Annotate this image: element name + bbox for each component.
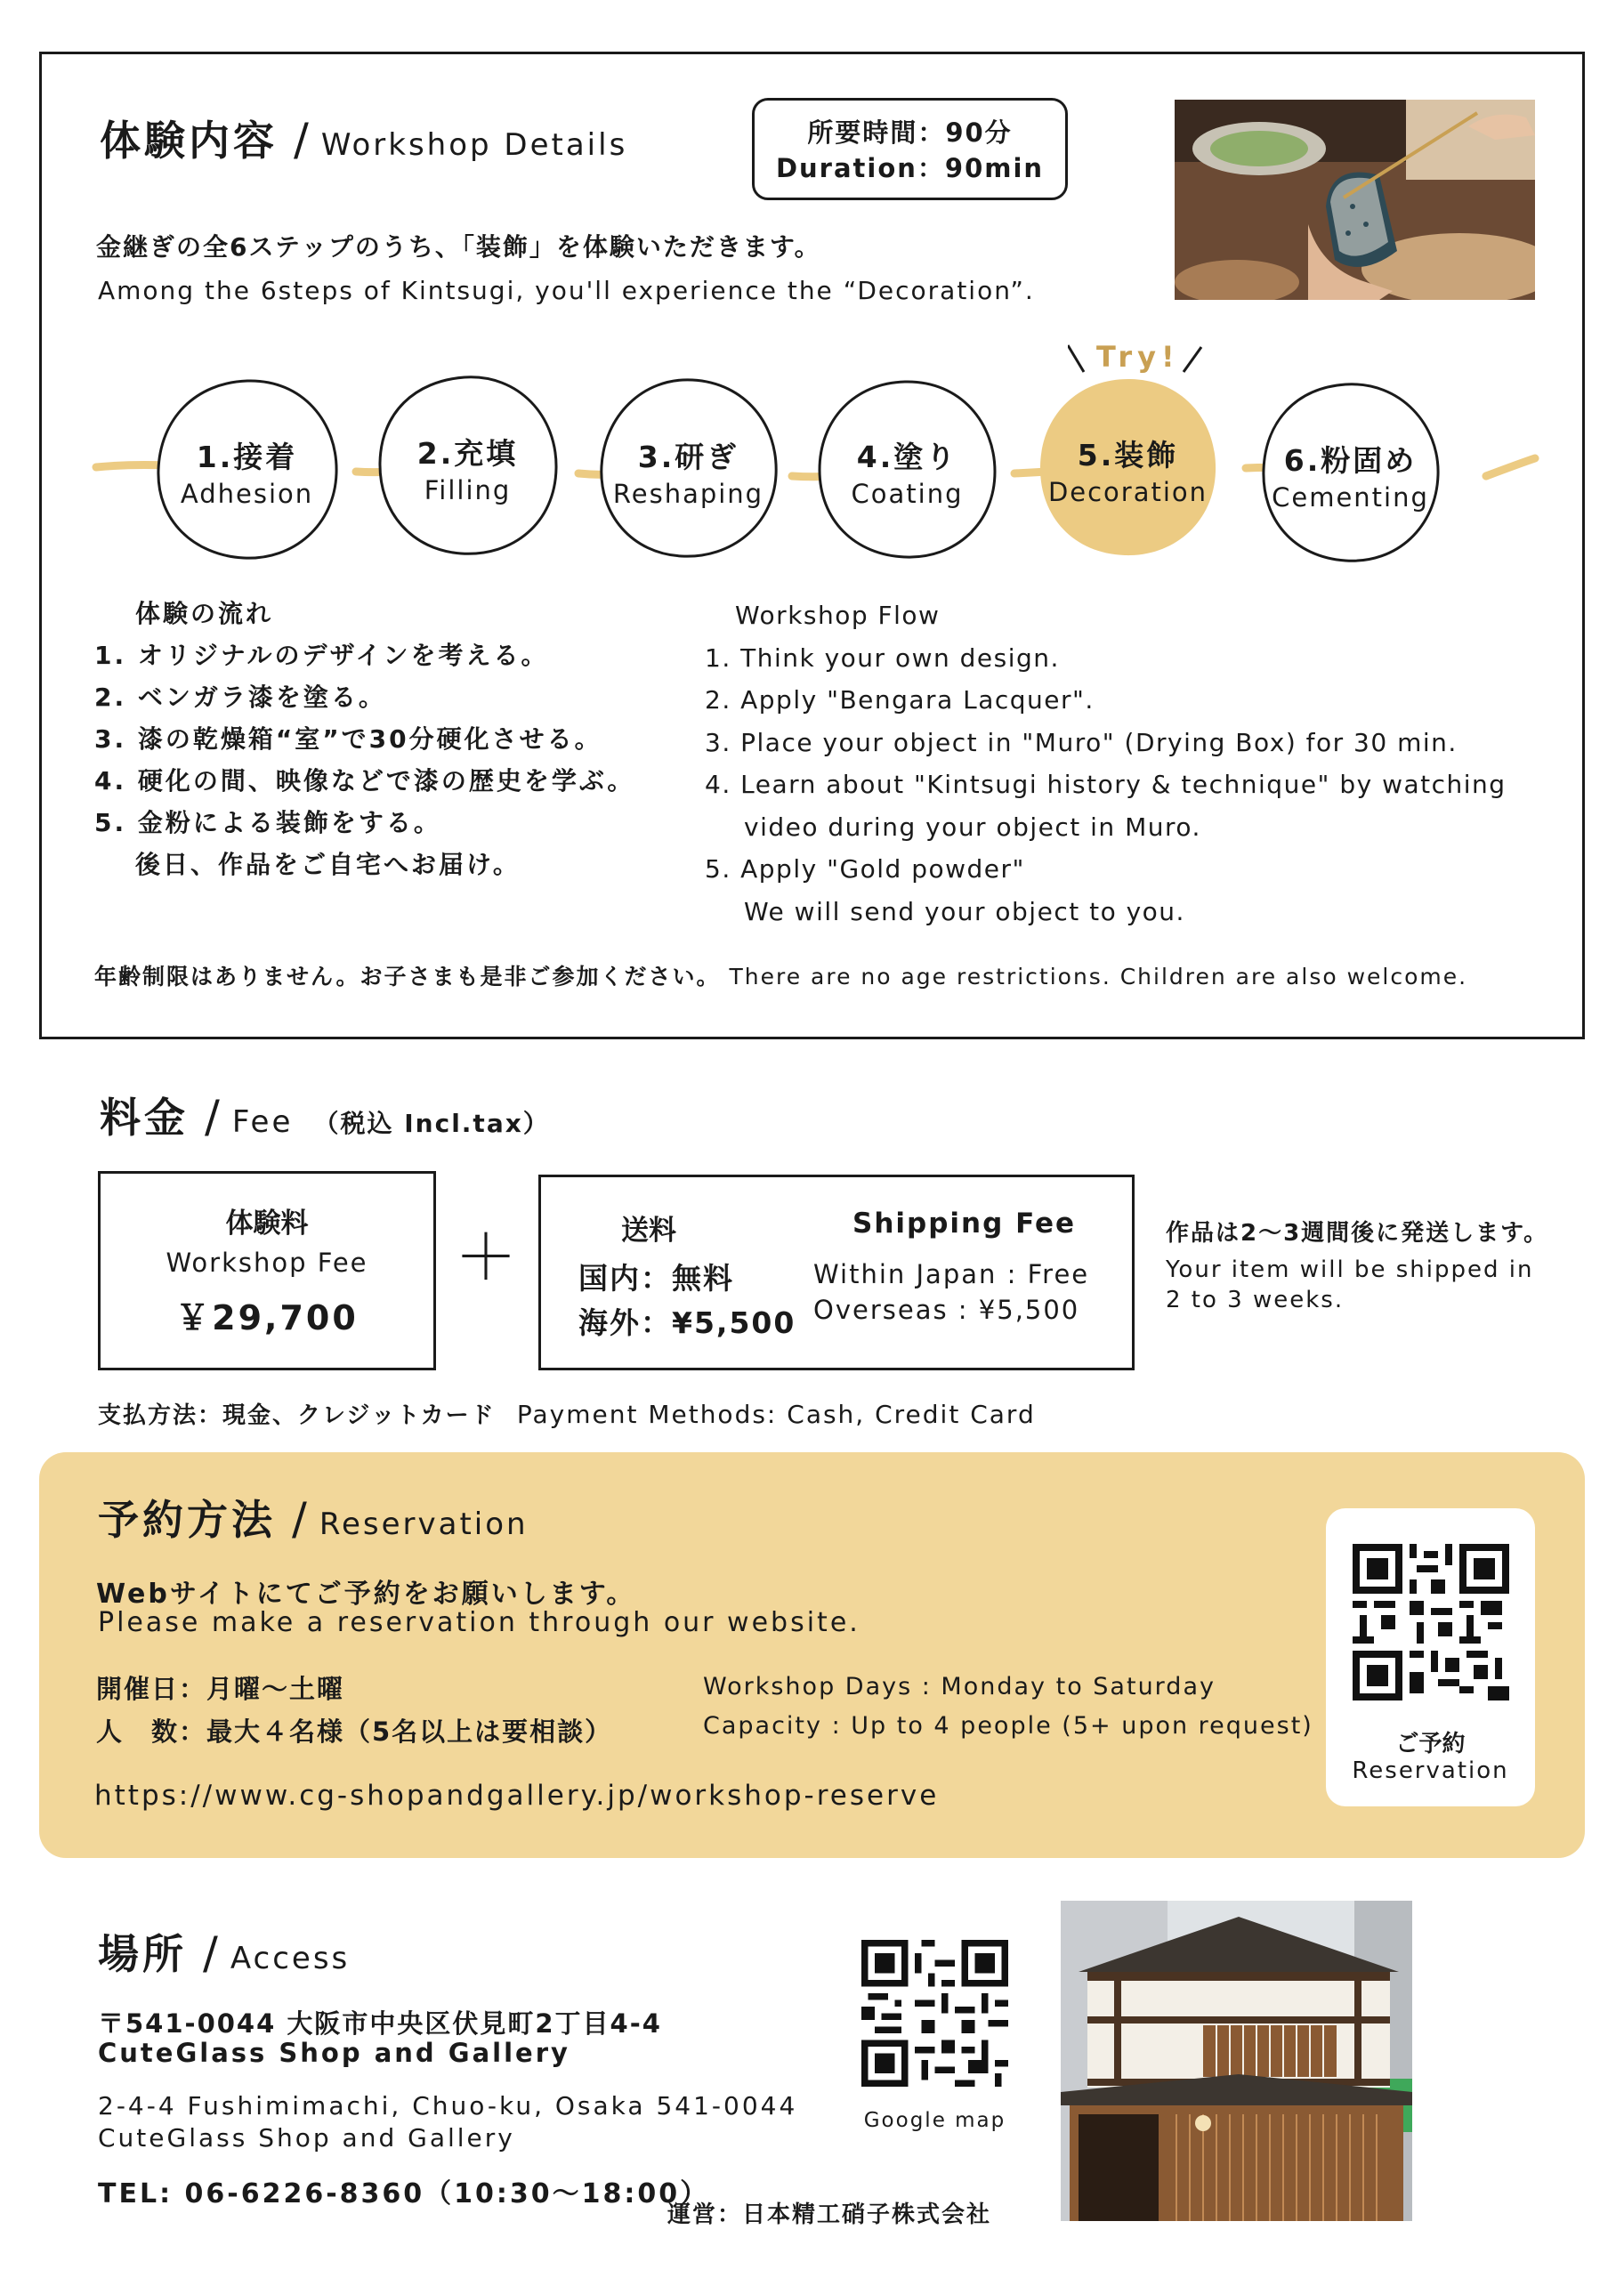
reservation-title-en: Reservation — [319, 1507, 529, 1542]
shipping-label-en: Shipping Fee — [852, 1208, 1077, 1240]
flow-title-ja: 体験の流れ — [135, 599, 274, 628]
shipping-domestic-ja: 国内：無料 — [578, 1261, 734, 1296]
flow-item: 4. 硬化の間、映像などで漆の歴史を学ぶ。 — [94, 766, 635, 796]
payment-en: Payment Methods: Cash, Credit Card — [516, 1400, 1036, 1429]
intro-text-ja: 金継ぎの全6ステップのうち、「装飾」を体験いただきます。 — [96, 232, 821, 262]
step-reshaping — [593, 374, 784, 565]
google-map-qr-code-icon[interactable] — [861, 1940, 1008, 2087]
flow-item: We will send your object to you. — [744, 896, 1185, 926]
age-note — [94, 959, 1467, 991]
flow-title-en: Workshop Flow — [735, 601, 941, 630]
try-label: Try! — [1096, 340, 1180, 374]
title-slash: / — [294, 114, 309, 166]
shipping-overseas-en: Overseas : ¥5,500 — [813, 1295, 1080, 1325]
shop-building-photo — [1061, 1901, 1412, 2221]
intro-text-en: Among the 6steps of Kintsugi, you'll experience the “Decoration”. — [98, 276, 1035, 305]
flow-item: 後日、作品をご自宅へお届け。 — [135, 850, 521, 879]
step-label-en: Adhesion — [180, 479, 314, 509]
title-slash: / — [292, 1493, 307, 1545]
shipping-overseas-ja: 海外：¥5,500 — [578, 1305, 796, 1340]
ship-note-en-1: Your item will be shipped in — [1166, 1256, 1534, 1283]
shop-name-1: CuteGlass Shop and Gallery — [98, 2038, 570, 2068]
address-en: 2-4-4 Fushimimachi, Chuo-ku, Osaka 541-0044 — [98, 2091, 798, 2120]
age-note-ja: 年齢制限はありません。お子さまも是非ご参加ください。 — [94, 964, 721, 990]
step-label-ja: 3.研ぎ — [637, 440, 739, 474]
duration-ja: 所要時間：90分 — [807, 117, 1013, 148]
step-label-ja: 5.装飾 — [1077, 438, 1179, 473]
workshop-fee-label-en: Workshop Fee — [166, 1248, 368, 1278]
step-adhesion — [151, 374, 343, 565]
title-slash: / — [205, 1091, 220, 1143]
telephone: TEL: 06-6226-8360（10:30～18:00） — [98, 2178, 710, 2209]
title-slash: / — [203, 1927, 218, 1979]
workshop-fee-price: ￥29,700 — [175, 1298, 359, 1337]
flow-item: 2. ベンガラ漆を塗る。 — [94, 683, 386, 712]
duration-badge — [752, 98, 1068, 200]
reservation-line-ja: Webサイトにてご予約をお願いします。 — [96, 1579, 636, 1610]
tax-note: （税込 Incl.tax） — [313, 1109, 550, 1138]
access-heading — [98, 1922, 350, 1981]
step-label-ja: 1.接着 — [196, 440, 298, 474]
capacity-ja: 人 数：最大４名様（5名以上は要相談） — [96, 1717, 613, 1747]
qr-label-en: Reservation — [1352, 1757, 1509, 1784]
reservation-url-link[interactable]: https://www.cg-shopandgallery.jp/workshop-reserve — [94, 1780, 940, 1812]
step-label-ja: 2.充填 — [416, 436, 519, 471]
details-title-en: Workshop Details — [320, 127, 628, 163]
flow-item: video during your object in Muro. — [744, 812, 1201, 842]
reservation-line-en: Please make a reservation through our website. — [98, 1607, 860, 1638]
step-decoration — [1032, 372, 1224, 563]
payment-ja: 支払方法：現金、クレジットカード — [98, 1402, 496, 1429]
step-filling — [372, 370, 563, 561]
flow-item: 3. 漆の乾燥箱“室”で30分硬化させる。 — [94, 724, 602, 754]
age-note-en: There are no age restrictions. Children are also welcome. — [729, 964, 1468, 990]
fee-title-ja: 料金 — [100, 1094, 189, 1142]
qr-label-ja: ご予約 — [1395, 1731, 1466, 1757]
step-label-ja: 4.塗り — [856, 440, 958, 474]
details-title-ja: 体験内容 — [100, 117, 278, 165]
ship-note-ja: 作品は2～3週間後に発送します。 — [1166, 1220, 1549, 1247]
flow-item: 3. Place your object in "Muro" (Drying Box) for 30 min. — [705, 727, 1458, 757]
flow-item: 2. Apply "Bengara Lacquer". — [705, 685, 1095, 715]
shipping-label-ja: 送料 — [621, 1215, 676, 1247]
step-cementing — [1255, 377, 1446, 569]
capacity-en: Capacity : Up to 4 people (5+ upon request) — [703, 1712, 1313, 1740]
shipping-domestic-en: Within Japan : Free — [813, 1259, 1090, 1289]
flow-item: 1. オリジナルのデザインを考える。 — [94, 641, 549, 670]
step-label-ja: 6.粉固め — [1283, 443, 1418, 478]
step-coating — [812, 374, 1003, 565]
access-title-en: Access — [230, 1941, 351, 1976]
payment-methods — [98, 1397, 1036, 1430]
shipping-fee-box — [538, 1175, 1135, 1370]
step-label-en: Filling — [424, 475, 512, 505]
days-ja: 開催日：月曜～土曜 — [96, 1674, 345, 1704]
shop-name-2: CuteGlass Shop and Gallery — [98, 2123, 515, 2153]
flow-item: 4. Learn about "Kintsugi history & technique" by watching — [705, 770, 1507, 799]
plus-sign: ＋ — [455, 1221, 517, 1294]
reservation-title-ja: 予約方法 — [98, 1496, 276, 1544]
flow-item: 5. Apply "Gold powder" — [705, 854, 1025, 884]
fee-title-en: Fee — [231, 1104, 294, 1140]
google-map-label: Google map — [863, 2109, 1006, 2132]
flow-item: 5. 金粉による装飾をする。 — [94, 808, 441, 837]
flow-list-en — [705, 594, 1507, 933]
reservation-qr-card[interactable] — [1326, 1508, 1535, 1806]
access-title-ja: 場所 — [98, 1930, 187, 1978]
workshop-fee-label-ja: 体験料 — [225, 1208, 309, 1240]
step-label-en: Decoration — [1047, 477, 1208, 507]
flow-list-ja — [94, 593, 634, 885]
days-en: Workshop Days : Monday to Saturday — [703, 1673, 1216, 1700]
fee-heading — [100, 1086, 550, 1144]
address-ja: 〒541-0044 大阪市中央区伏見町2丁目4-4 — [98, 2008, 662, 2039]
reservation-qr-code-icon[interactable] — [1353, 1544, 1509, 1700]
details-heading — [100, 109, 627, 167]
duration-en: Duration：90min — [775, 153, 1045, 183]
flow-item: 1. Think your own design. — [705, 642, 1060, 673]
operator: 運営：日本精工硝子株式会社 — [667, 2201, 992, 2228]
step-label-en: Cementing — [1272, 482, 1429, 513]
ship-note-en-2: 2 to 3 weeks. — [1166, 1287, 1345, 1313]
kintsugi-cup-photo — [1175, 100, 1535, 300]
step-label-en: Coating — [851, 479, 964, 509]
workshop-fee-box — [98, 1171, 436, 1370]
step-label-en: Reshaping — [612, 479, 764, 509]
reservation-heading — [98, 1488, 529, 1547]
